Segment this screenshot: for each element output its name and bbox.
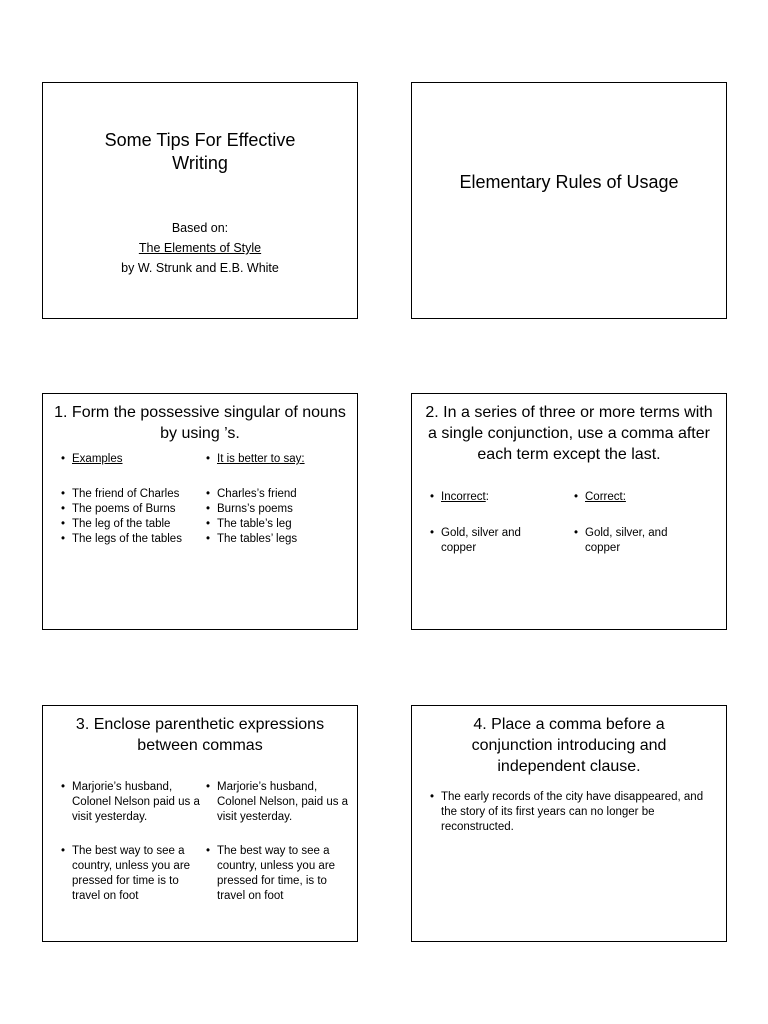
better-list [204,452,349,547]
slide-title-subtitle [43,218,357,278]
incorrect-colon: : [485,491,489,503]
correct-list [572,490,682,556]
rule-4-list [428,790,712,835]
based-on-label: Based on: [171,221,229,235]
incorrect-header: Incorrect [441,491,486,503]
rule-2-heading: 2. In a series of three or more terms with a single conjunction, use a comma after each term except the last. [425,404,713,463]
examples-list [59,452,199,547]
list-item [204,452,349,467]
list-item: • The poems of Burns [59,502,199,517]
list-item [428,490,548,505]
list-item [59,452,199,467]
slide-rule-3 [42,705,358,942]
list-item: • The early records of the city have disappeared, and the story of its first years can no longer be reconstructed. [428,790,712,835]
rule-4-heading: 4. Place a comma before a conjunction introducing and independent clause. [471,716,667,775]
list-item: • Burns’s poems [204,502,349,517]
rule-3-right-list [204,780,350,904]
examples-header: Examples [72,453,123,465]
slide-title [42,82,358,319]
list-item: • The leg of the table [59,517,199,532]
book-title: The Elements of Style [138,241,262,255]
section-heading: Elementary Rules of Usage [459,172,679,192]
slide-title-heading: Some Tips For Effective Writing [104,130,296,173]
correct-header: Correct: [585,491,626,503]
better-header: It is better to say: [217,453,305,465]
list-item: • Marjorie’s husband, Colonel Nelson paid us a visit yesterday. [59,780,201,825]
slide-rule-4 [411,705,727,942]
list-item: • The legs of the tables [59,532,199,547]
list-item: • The best way to see a country, unless you are pressed for time is to travel on foot [59,844,201,904]
list-item [572,490,682,505]
rule-3-left-list [59,780,201,904]
list-item: • Gold, silver, and copper [572,526,682,556]
rule-3-heading: 3. Enclose parenthetic expressions between commas [75,716,325,754]
list-item: • The table’s leg [204,517,349,532]
slide-section-title [411,82,727,319]
list-item: • The tables’ legs [204,532,349,547]
list-item: • The friend of Charles [59,487,199,502]
list-item: • Gold, silver and copper [428,526,548,556]
list-item: • Charles’s friend [204,487,349,502]
rule-1-heading: 1. Form the possessive singular of nouns by using ’s. [54,404,346,442]
list-item: • Marjorie’s husband, Colonel Nelson, paid us a visit yesterday. [204,780,350,825]
slide-rule-1 [42,393,358,630]
incorrect-list [428,490,548,556]
list-item: • The best way to see a country, unless you are pressed for time, is to travel on foot [204,844,350,904]
slide-rule-2 [411,393,727,630]
book-authors: by W. Strunk and E.B. White [121,261,279,275]
